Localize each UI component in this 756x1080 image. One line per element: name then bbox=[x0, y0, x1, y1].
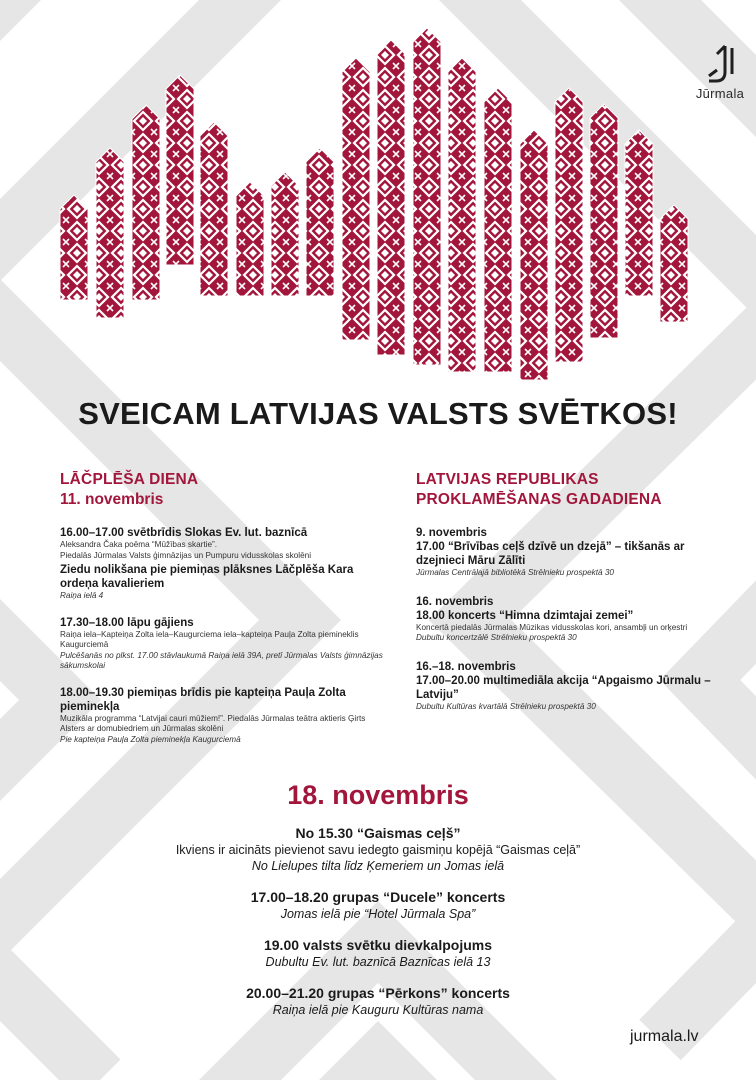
event-item bbox=[0, 984, 756, 1018]
section-title: LĀČPLĒŠA DIENA bbox=[60, 471, 199, 488]
section-title-line-1: LATVIJAS REPUBLIKAS bbox=[416, 471, 599, 488]
event-date: 16. novembris bbox=[416, 595, 494, 608]
event-description: Muzikāla programma “Latvijai cauri mūžiem!”. Piedalās Jūrmalas teātra aktieris Ģirts Alsters ar domubiedriem un Jūrmalas skolēni bbox=[60, 713, 366, 733]
event-description: Piedalās Jūrmalas Valsts ģimnāzijas un Pumpuru vidusskolas skolēni bbox=[60, 550, 312, 560]
jurmala-j-logo-icon bbox=[705, 44, 735, 84]
event-item bbox=[0, 888, 756, 922]
event-list bbox=[0, 824, 756, 1018]
event-title: Ziedu nolikšana pie piemiņas plāksnes Lāčplēša Kara ordeņa kavalieriem bbox=[60, 564, 354, 590]
website-link[interactable]: jurmala.lv bbox=[630, 1028, 699, 1045]
event-item bbox=[60, 563, 390, 602]
event-title: 18.00 koncerts “Himna dzimtajai zemei” bbox=[416, 609, 634, 622]
proklamesanas-section bbox=[416, 470, 716, 712]
event-place: Pulcēšanās no plkst. 17.00 stāvlaukumā Raiņa ielā 39A, pretī Jūrmalas Valsts ģimnāzijas sākumskolai bbox=[60, 650, 383, 670]
event-place: No Lielupes tilta līdz Ķemeriem un Jomas ielā bbox=[251, 859, 505, 873]
event-title: 19.00 valsts svētku dievkalpojums bbox=[263, 937, 492, 953]
event-title: 16.00–17.00 svētbrīdis Slokas Ev. lut. baznīcā bbox=[60, 527, 308, 539]
event-title: No 15.30 “Gaismas ceļš” bbox=[295, 825, 461, 841]
mitten-shape bbox=[342, 58, 370, 340]
event-title: 17.00–20.00 multimediāla akcija “Apgaismo Jūrmalu – Latviju” bbox=[416, 674, 711, 701]
mitten-shape bbox=[166, 75, 194, 265]
event-place: Dubultu koncertzālē Strēlnieku prospektā 30 bbox=[416, 633, 577, 642]
section-title-line-2: PROKLAMĒŠANAS GADADIENA bbox=[416, 491, 662, 508]
mitten-shape bbox=[413, 28, 441, 365]
event-description: Raiņa iela–Kapteiņa Zolta iela–Kaugurciema iela–kapteiņa Pauļa Zolta piemineklis Kaugurciemā bbox=[60, 629, 359, 649]
mitten-shape bbox=[271, 172, 299, 296]
event-list bbox=[416, 526, 716, 712]
section-date: 18. novembris bbox=[287, 780, 469, 810]
mitten-shape bbox=[200, 122, 228, 296]
mitten-shape bbox=[555, 88, 583, 362]
mitten-shape bbox=[448, 58, 476, 372]
event-place: Dubultu Kultūras kvartālā Strēlnieku prospektā 30 bbox=[416, 701, 596, 711]
mitten-shape bbox=[484, 88, 512, 372]
event-date: 16.–18. novembris bbox=[416, 660, 516, 673]
event-item bbox=[416, 526, 716, 579]
event-title: 18.00–19.30 piemiņas brīdis pie kapteiņa Pauļa Zolta pieminekļa bbox=[60, 686, 346, 713]
event-title: 17.30–18.00 lāpu gājiens bbox=[60, 616, 194, 629]
mitten-shape bbox=[520, 130, 548, 380]
event-place: Jomas ielā pie “Hotel Jūrmala Spa” bbox=[280, 907, 476, 921]
event-place: Raiņa ielā 4 bbox=[60, 591, 104, 600]
event-item bbox=[60, 526, 390, 561]
event-item bbox=[60, 616, 390, 672]
section-date: 11. novembris bbox=[60, 491, 164, 508]
event-title: 20.00–21.20 grupas “Pērkons” koncerts bbox=[246, 985, 510, 1001]
event-item bbox=[0, 824, 756, 874]
event-place: Dubultu Ev. lut. baznīcā Baznīcas ielā 13 bbox=[265, 955, 491, 969]
mitten-shape bbox=[377, 40, 405, 355]
jurmala-logo bbox=[690, 44, 750, 101]
logo-text: Jūrmala bbox=[695, 86, 745, 101]
event-title: 17.00 “Brīvības ceļš dzīvē un dzejā” – tikšanās ar dzejnieci Māru Zālīti bbox=[416, 541, 685, 567]
page-headline: SVEICAM LATVIJAS VALSTS SVĒTKOS! bbox=[78, 396, 678, 431]
event-place: Jūrmalas Centrālajā bibliotēkā Strēlnieku prospektā 30 bbox=[416, 568, 614, 577]
mitten-shape bbox=[625, 130, 653, 296]
event-item bbox=[416, 595, 716, 644]
mitten-shape bbox=[590, 104, 618, 338]
mitten-pattern-illustration bbox=[0, 0, 756, 390]
event-date: 9. novembris bbox=[416, 527, 487, 539]
event-item bbox=[0, 936, 756, 970]
event-description: Aleksandra Čaka poēma “Mūžības skartie”. bbox=[60, 540, 217, 549]
mitten-shape bbox=[60, 195, 88, 300]
mitten-shape bbox=[96, 148, 124, 318]
lacplesa-diena-section bbox=[60, 470, 390, 745]
event-title: 17.00–18.20 grupas “Ducele” koncerts bbox=[250, 889, 506, 905]
event-place: Raiņa ielā pie Kauguru Kultūras nama bbox=[272, 1003, 484, 1017]
mitten-shape bbox=[132, 105, 160, 300]
mitten-shape bbox=[236, 182, 264, 296]
event-item bbox=[60, 686, 390, 746]
mitten-shape bbox=[306, 148, 334, 296]
event-item bbox=[416, 660, 716, 713]
event-list bbox=[60, 526, 390, 745]
mitten-shape bbox=[660, 205, 688, 322]
event-place: Pie kapteiņa Pauļa Zolta pieminekļa Kaugurciemā bbox=[60, 734, 241, 744]
event-description: Ikviens ir aicināts pievienot savu iedegto gaismiņu kopējā “Gaismas ceļā” bbox=[175, 843, 581, 857]
november-18-section bbox=[0, 778, 756, 1032]
event-description: Koncertā piedalās Jūrmalas Mūzikas vidusskolas kori, ansambļi un orķestri bbox=[416, 622, 688, 632]
